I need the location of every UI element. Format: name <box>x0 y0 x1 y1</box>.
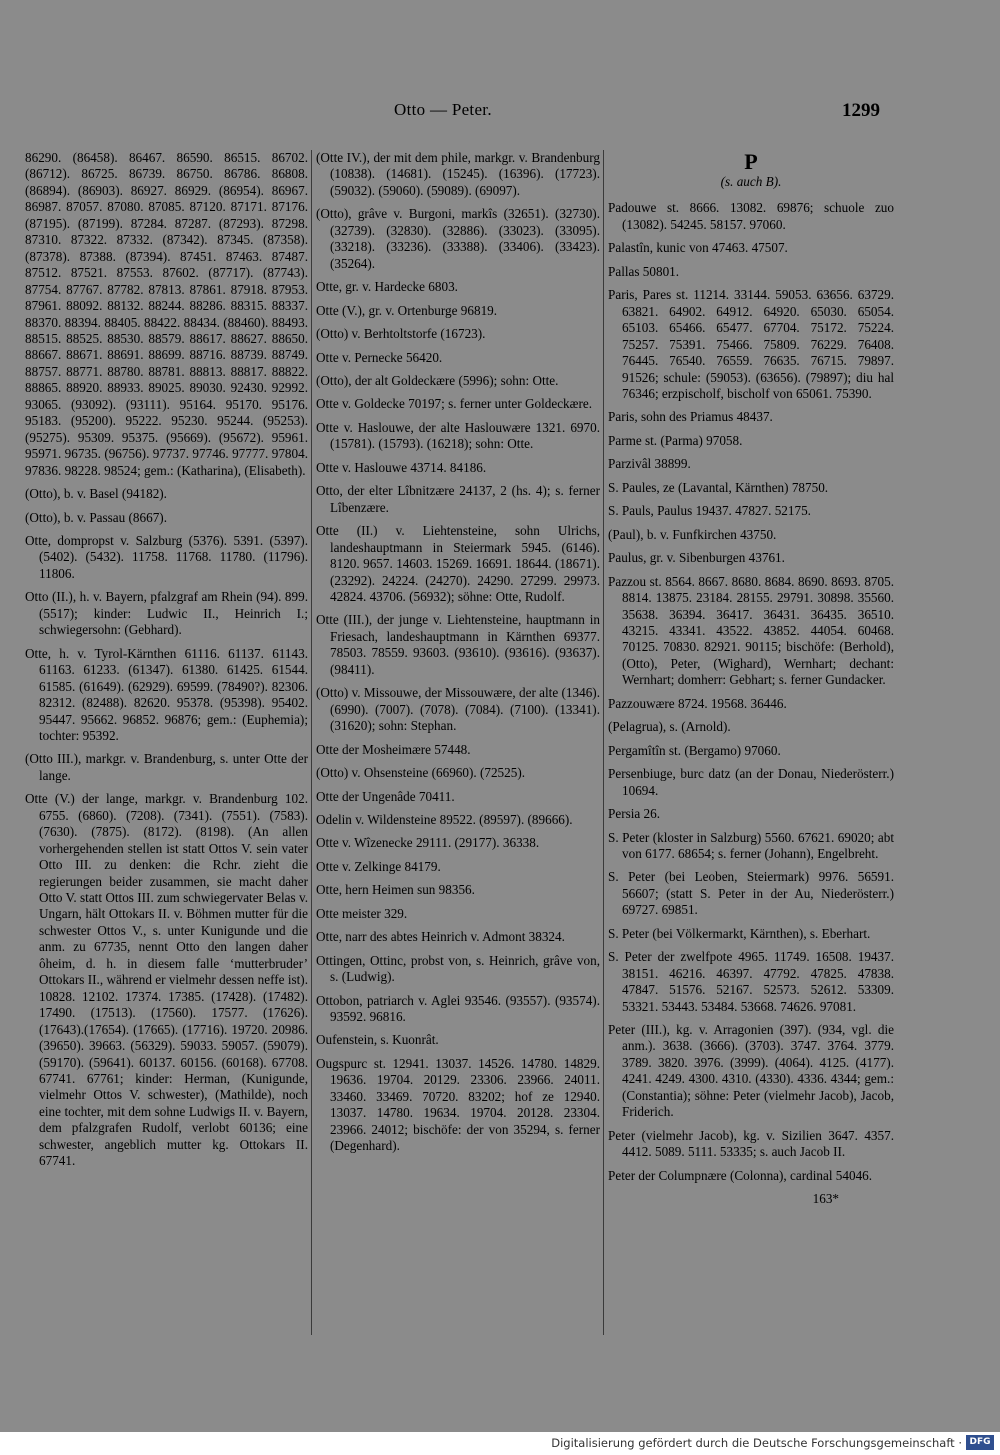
index-entry: (Pelagrua), s. (Arnold). <box>608 719 731 735</box>
index-entry: Otte, hern Heimen sun 98356. <box>316 882 475 898</box>
index-entry: Otte v. Goldecke 70197; s. ferner unter Goldeckære. <box>316 396 592 412</box>
section-cross-reference: (s. auch B). <box>720 174 782 189</box>
section-letter: P <box>744 149 758 174</box>
index-entry: Otto, der elter Lîbnitzære 24137, 2 (hs. 4); s. ferner Lîbenzære. <box>316 483 600 515</box>
index-column-middle <box>316 150 600 1162</box>
footer-bar <box>0 1432 1000 1455</box>
column-divider <box>603 150 604 1335</box>
index-entry: (Otto), grâve v. Burgoni, markîs (32651). (32730). (32739). (32830). (32886). (33023). (33095). (33218). (33236). (33388). (33406). (33423). (35264). <box>316 206 600 271</box>
index-column-right <box>608 150 894 1208</box>
funding-note: Digitalisierung gefördert durch die Deutsche Forschungsgemeinschaft · <box>551 1436 962 1450</box>
index-entry: (Otto) v. Berhtoltstorfe (16723). <box>316 326 486 342</box>
index-entry: Persia 26. <box>608 806 661 822</box>
index-entry: Ougspurc st. 12941. 13037. 14526. 14780. 14829. 19636. 19704. 20129. 23306. 23966. 24011. 33460. 33469. 70720. 83202; hof ze 12940. 13037. 14780. 19634. 19704. 20128. 23304. 23966. 24012; bischöfe: der von 35294, s. ferner (Degenhard). <box>316 1055 600 1154</box>
index-entry: Otte der Mosheimære 57448. <box>316 741 471 757</box>
index-entry: (Paul), b. v. Funfkirchen 43750. <box>608 526 777 542</box>
index-entry: Otte v. Pernecke 56420. <box>316 349 443 365</box>
index-entry: S. Pauls, Paulus 19437. 47827. 52175. <box>608 503 811 519</box>
index-entry: Otte v. Haslouwe, der alte Haslouwære 1321. 6970. (15781). (15793). (16218); sohn: Otte. <box>316 419 600 452</box>
index-entry: Ottobon, patriarch v. Aglei 93546. (93557). (93574). 93592. 96816. <box>316 992 600 1025</box>
index-entry: (Otto), der alt Goldeckære (5996); sohn: Otte. <box>316 372 559 388</box>
dfg-logo-icon: DFG <box>966 1435 994 1450</box>
page-header <box>0 100 1000 124</box>
index-entry: Pallas 50801. <box>608 263 680 279</box>
index-entry: Otte (III.), der junge v. Liehtensteine, hauptmann in Friesach, landeshauptmann in Kärnthen 69377. 78503. 78559. 93603. (93610). (93616). (93637). (98411). <box>316 612 600 677</box>
index-entry: Otte v. Zelkinge 84179. <box>316 858 441 874</box>
index-entry: Peter der Columpnære (Colonna), cardinal 54046. <box>608 1167 873 1183</box>
index-entry: Odelin v. Wildensteine 89522. (89597). (89666). <box>316 811 573 827</box>
index-entry: S. Peter (kloster in Salzburg) 5560. 67621. 69020; abt von 6177. 68654; s. ferner (Johann), Engelbreht. <box>608 829 894 861</box>
index-entry: Palastîn, kunic von 47463. 47507. <box>608 240 788 256</box>
signature-mark: 163* <box>812 1191 839 1207</box>
index-entry: (Otto) v. Ohsensteine (66960). (72525). <box>316 765 526 781</box>
index-entry: S. Peter (bei Leoben, Steiermark) 9976. 56591. 56607; (statt S. Peter in der Au, Niederösterr.) 69727. 69851. <box>608 869 894 918</box>
index-entry: Ottingen, Ottinc, probst von, s. Heinrich, grâve von, s. (Ludwig). <box>316 952 600 985</box>
index-entry: Otte meister 329. <box>316 905 408 921</box>
index-entry: S. Paules, ze (Lavantal, Kärnthen) 78750. <box>608 479 829 495</box>
index-column-left <box>25 150 308 1177</box>
index-entry: Persenbiuge, burc datz (an der Donau, Niederösterr.) 10694. <box>608 766 894 798</box>
index-entry: Otte der Ungenâde 70411. <box>316 788 455 804</box>
index-entry: S. Peter (bei Völkermarkt, Kärnthen), s. Eberhart. <box>608 925 871 941</box>
index-entry: S. Peter der zwelfpote 4965. 11749. 16508. 19437. 38151. 46216. 46397. 47792. 47825. 47838. 47847. 51576. 52167. 52573. 52612. 53309. 53321. 53443. 53484. 53668. 74626. 97081. <box>608 949 894 1014</box>
index-entry: Otte (V.) der lange, markgr. v. Brandenburg 102. 6755. (6860). (7208). (7341). (7551). (7583). (7630). (7875). (8172). (8198). (An allen vorhergehenden stellen ist statt Ottos V. sein vater Otto III. zu denken: die Rchr. zieht die regierungen beider zusammen, sie macht daher Otto V. statt Ottos III. zum schwiegervater Belas v. Ungarn, hält Ottokars II. v. Böhmen mutter für die schwester Ottos V., s. unter Kunigunde und die anm. zu 67735, nennt Otto den langen daher ôheim, d. h. in diesem falle ‘mutterbruder’ Ottokars II., während er vielmehr dessen neffe ist). 10828. 12102. 17374. 17385. (17428). (17482). 17490. (17513). (17560). 17577. (17626). (17643).(17654). (17665). (17716). 19720. 20986. (39650). 39663. (56329). 59033. 59057. (59079). (59170). (59641). 60137. 60156. (60168). 67708. 67741. 67761; kinder: Herman, (Kunigunde, vielmehr Ottos V. schwester), (Mathilde), noch eine tochter, mit dem sohne Ludwigs II. v. Bayern, dem pfalzgrafen Rudolf, verlobt 60136; eine schwester, angeblich mutter kg. Ottokars II. 67741. <box>25 791 308 1169</box>
column-divider <box>311 150 312 1335</box>
index-entry: Oufenstein, s. Kuonrât. <box>316 1032 439 1048</box>
index-entry: Otto (II.), h. v. Bayern, pfalzgraf am Rhein (94). 899. (5517); kinder: Ludwic II., Heinrich I.; schwiegersohn: (Gebhard). <box>25 589 308 638</box>
running-title: Otto — Peter. <box>394 100 492 119</box>
index-entry: Padouwe st. 8666. 13082. 69876; schuole zuo (13082). 54245. 58157. 97060. <box>608 200 894 232</box>
index-entry: Paris, Pares st. 11214. 33144. 59053. 63656. 63729. 63821. 64902. 64912. 64920. 65030. 65054. 65103. 65466. 65477. 67704. 75172. 75224. 75257. 75391. 75466. 75809. 76229. 76408. 76445. 76540. 76559. 76635. 76715. 79897. 91526; schule: (59053). (63656). (79897); diu hal 76346; erzpischolf, bischolf von 65061. 75390. <box>608 287 894 401</box>
index-entry: Otte, gr. v. Hardecke 6803. <box>316 279 458 295</box>
index-entry: Parme st. (Parma) 97058. <box>608 432 743 448</box>
index-entry: Otte (II.) v. Liehtensteine, sohn Ulrichs, landeshauptmann in Steiermark 5945. (6146). 8120. 9657. 14603. 15269. 16691. 18644. (18671). (23292). 24224. (24270). 24290. 27299. 29973. 42824. 43706. (56932); söhne: Otte, Rudolf. <box>316 523 600 604</box>
index-entry: (Otto), b. v. Passau (8667). <box>25 509 167 525</box>
index-entry: Otte v. Wîzenecke 29111. (29177). 36338. <box>316 835 540 851</box>
index-entry: (Otto), b. v. Basel (94182). <box>25 486 167 502</box>
index-entry: Otte v. Haslouwe 43714. 84186. <box>316 459 487 475</box>
index-entry: (Otte IV.), der mit dem phile, markgr. v. Brandenburg (10838). (14681). (15245). (16396). (17723). (59032). (59060). (59089). (69097). <box>316 150 600 198</box>
index-entry: Peter (vielmehr Jacob), kg. v. Sizilien 3647. 4357. 4412. 5089. 5111. 53335; s. auch Jacob II. <box>608 1127 894 1160</box>
index-entry: (Otto) v. Missouwe, der Missouwære, der alte (1346). (6990). (7007). (7078). (7084). (7100). (13341). (31620); sohn: Stephan. <box>316 685 600 734</box>
index-entry: Pazzouwære 8724. 19568. 36446. <box>608 695 787 711</box>
index-entry: Otte, h. v. Tyrol-Kärnthen 61116. 61137. 61143. 61163. 61233. (61347). 61380. 61425. 61544. 61585. (61649). (62929). 69599. (78490?). 82306. 82312. (82488). 82620. 95378. (95398). 95402. 95447. 95662. 96852. 96876; gem.: (Euphemia); tochter: 95392. <box>25 645 308 743</box>
index-entry: Paris, sohn des Priamus 48437. <box>608 409 773 425</box>
index-entry: (Otto III.), markgr. v. Brandenburg, s. unter Otte der lange. <box>25 751 308 783</box>
index-entry: Pergamîtîn st. (Bergamo) 97060. <box>608 742 781 758</box>
index-entry: Otte, dompropst v. Salzburg (5376). 5391. (5397). (5402). (5432). 11758. 11768. 11780. (11796). 11806. <box>25 532 308 581</box>
index-entry: Paulus, gr. v. Sibenburgen 43761. <box>608 550 785 566</box>
index-entry: Otte, narr des abtes Heinrich v. Admont 38324. <box>316 929 565 945</box>
index-entry: 86290. (86458). 86467. 86590. 86515. 86702. (86712). 86725. 86739. 86750. 86786. 86808. (86894). (86903). 86927. 86929. (86954). 86967. 86987. 87057. 87080. 87085. 87120. 87171. 87176. (87195). (87199). 87284. 87287. (87293). 87298. 87310. 87322. 87332. (87342). 87345. (87358). (87378). 87388. (87394). 87451. 87463. 87487. 87512. 87521. 87553. 87602. (87717). (87743). 87754. 87767. 87782. 87813. 87861. 87918. 87953. 87961. 88092. 88132. 88244. 88286. 88315. 88337. 88370. 88394. 88405. 88422. 88434. (88460). 88493. 88515. 88525. 88530. 88579. 88617. 88627. 88650. 88667. 88671. 88691. 88699. 88716. 88739. 88749. 88757. 88771. 88780. 88781. 88813. 88817. 88822. 88865. 88920. 88933. 89025. 89030. 92430. 92992. 93065. (93092). (93111). 95164. 95170. 95176. 95183. (95200). 95222. 95230. 95244. (95253). (95275). 95309. 95375. (95669). (95672). 95961. 95971. 96735. (96756). 97737. 97746. 97777. 97804. 97836. 98228. 98524; gem.: (Katharina), (Elisabeth). <box>25 150 308 478</box>
index-entry: Otte (V.), gr. v. Ortenburge 96819. <box>316 302 498 318</box>
page-number: 1299 <box>842 100 880 121</box>
index-entry: Parzivâl 38899. <box>608 456 691 472</box>
index-entry: Pazzou st. 8564. 8667. 8680. 8684. 8690. 8693. 8705. 8814. 13875. 23184. 28155. 29791. 30898. 35560. 35638. 36394. 36417. 36431. 36435. 36510. 43215. 43341. 43522. 43852. 44054. 60468. 70125. 70830. 82921. 90115; bischöfe: (Berhold), (Otto), Peter, (Wighard), Wernhart; dechant: Wernhart; domherr: Gebhart; s. ferner Gundacker. <box>608 573 894 688</box>
index-entry: Peter (III.), kg. v. Arragonien (397). (934, vgl. die anm.). 3638. (3666). (3703). 3747. 3764. 3779. 3789. 3820. 3976. (3999). (4064). 4125. (4177). 4241. 4249. 4300. 4310. (4330). 4336. 4344; gem.: (Constantia); söhne: Peter (vielmehr Jacob), Jacob, Friderich. <box>608 1022 894 1120</box>
